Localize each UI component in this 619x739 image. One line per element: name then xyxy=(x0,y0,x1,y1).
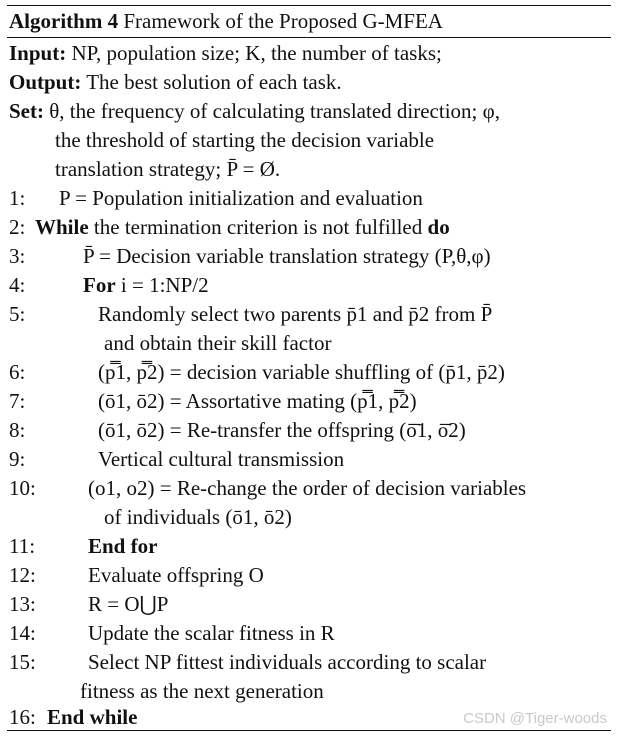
for-range: i = 1:NP/2 xyxy=(115,273,209,297)
step-text: (ō1, ō2) = Re-transfer the offspring (ō̄1, ō̄2) xyxy=(98,418,466,442)
bottom-rule xyxy=(7,730,611,731)
input-line xyxy=(9,40,442,66)
output-line xyxy=(9,69,342,95)
step-number: 6: xyxy=(9,360,26,384)
step-number: 16: xyxy=(9,705,36,729)
step-number: 1: xyxy=(9,186,26,210)
step-number: 14: xyxy=(9,621,36,645)
algorithm-label: Algorithm 4 xyxy=(9,9,119,33)
step-number: 8: xyxy=(9,418,26,442)
step-number: 2: xyxy=(9,215,26,239)
step-number: 4: xyxy=(9,273,26,297)
while-condition: the termination criterion is not fulfilled xyxy=(88,215,428,239)
mid-rule xyxy=(7,37,611,38)
step-text: Randomly select two parents p̄1 and p̄2 from P̄ xyxy=(98,302,493,326)
step-number: 5: xyxy=(9,302,26,326)
step-text xyxy=(83,272,209,298)
step-number: 13: xyxy=(9,592,36,616)
step-text: (p̿1, p̿2) = decision variable shuffling of (p̄1, p̄2) xyxy=(98,360,505,384)
set-text-2: the threshold of starting the decision variable xyxy=(55,128,435,152)
step-number: 3: xyxy=(9,244,26,268)
step-number: 7: xyxy=(9,389,26,413)
while-keyword: While xyxy=(35,215,89,239)
end-while-keyword: End while xyxy=(47,705,138,729)
watermark: CSDN @Tiger-woods xyxy=(463,710,607,727)
set-line-3 xyxy=(55,156,280,182)
set-label: Set: xyxy=(9,99,44,123)
output-text: The best solution of each task. xyxy=(86,70,342,94)
step-text: P = Population initialization and evaluation xyxy=(59,186,423,210)
step-number: 11: xyxy=(9,534,36,558)
step-text-cont: of individuals (ō1, ō2) xyxy=(104,505,292,529)
step-number: 10: xyxy=(9,476,36,500)
input-label: Input: xyxy=(9,41,67,65)
step-text: Evaluate offspring O xyxy=(88,563,264,587)
step-text-cont: fitness as the next generation xyxy=(80,679,324,703)
set-line-1 xyxy=(9,98,500,124)
step-text-cont: and obtain their skill factor xyxy=(104,331,332,355)
step-text: (o1, o2) = Re-change the order of decision variables xyxy=(88,476,527,500)
step-text: Update the scalar fitness in R xyxy=(88,621,335,645)
for-keyword: For xyxy=(83,273,116,297)
do-keyword: do xyxy=(427,215,450,239)
step-number: 12: xyxy=(9,563,36,587)
top-rule xyxy=(7,5,611,6)
step-number: 9: xyxy=(9,447,26,471)
set-line-2 xyxy=(55,127,434,153)
step-text: Vertical cultural transmission xyxy=(98,447,345,471)
set-text-1: θ, the frequency of calculating translated direction; φ, xyxy=(49,99,501,123)
step-text xyxy=(35,214,450,240)
step-text: (ō1, ō2) = Assortative mating (p̿1, p̿2) xyxy=(98,389,417,413)
end-for-keyword: End for xyxy=(88,534,158,558)
step-text: Select NP fittest individuals according to scalar xyxy=(88,650,487,674)
output-label: Output: xyxy=(9,70,82,94)
step-number: 15: xyxy=(9,650,36,674)
step-text: P̄ = Decision variable translation strategy (P,θ,φ) xyxy=(83,244,491,268)
algorithm-name: Framework of the Proposed G-MFEA xyxy=(123,9,443,33)
step-text: R = O⋃P xyxy=(88,592,169,616)
input-text: NP, population size; K, the number of tasks; xyxy=(71,41,442,65)
set-text-3: translation strategy; P̄ = Ø. xyxy=(55,157,281,181)
algorithm-title xyxy=(9,8,443,34)
